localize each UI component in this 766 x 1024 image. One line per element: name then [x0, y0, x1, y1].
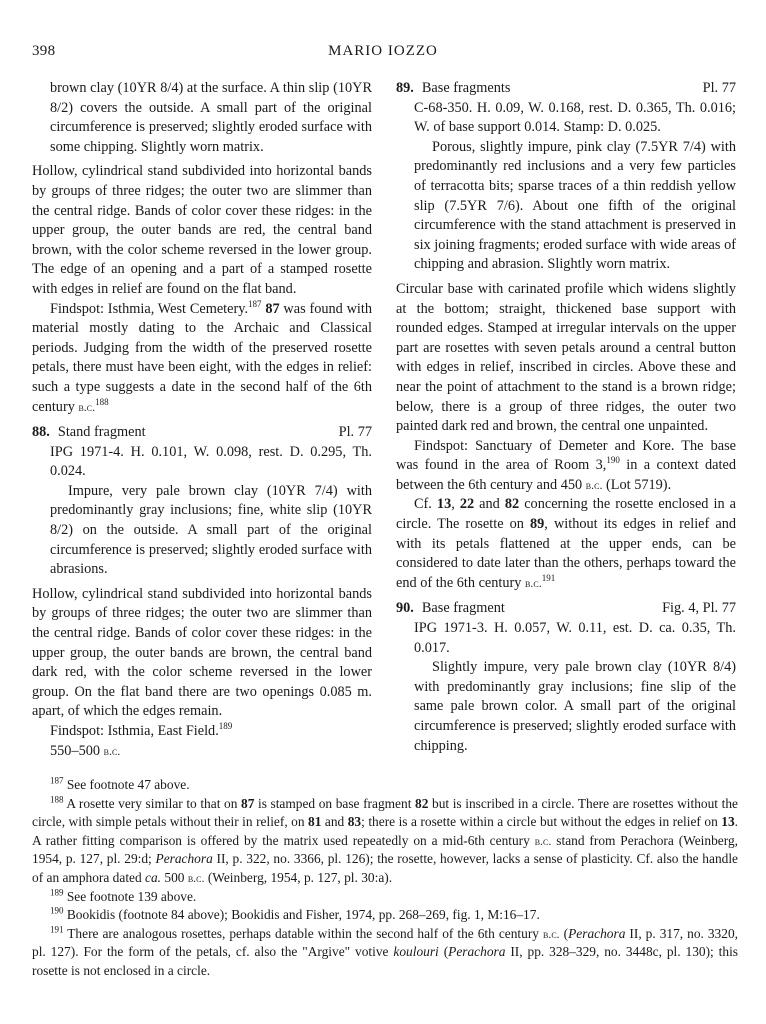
catalogue-entry-heading	[32, 423, 372, 443]
right-column	[396, 79, 736, 756]
body-paragraph: Circular base with carinated profile which widens slightly at the bottom; straight, thickened base support with rounded edges. Stamped at irregular intervals on the upper part are rosettes with seven petals around a central button with edges in relief, inscribed in circles. Above these and near the point of attachment to the stand is a brown ridge; below, there is a group of three ridges, the outer two painted dark red and brown, the central one unpainted.	[396, 280, 736, 435]
body-paragraph: Hollow, cylindrical stand subdivided into horizontal bands by groups of three ridges; the outer two are slimmer than the central ridge. Bands of color cover these ridges: in the upper group, the outer bands are brown, the central band dark red, with the color scheme reversed in the lower group. On the flat band there are two openings 0.085 m. apart, of which the edges remain.	[32, 585, 372, 720]
footnote-text: See footnote 47 above.	[63, 777, 190, 792]
comparison-text: concerning the rosette enclosed in a circle. The rosette on	[396, 496, 736, 533]
findspot-text: Findspot: Sanctuary of Demeter and Kore. The base was found in the area of Room 3,	[396, 437, 736, 474]
footnote-ref[interactable]: 187	[248, 298, 262, 309]
footnote-text: ; there is a rosette within a circle but without the edges in relief on	[361, 814, 722, 830]
catalogue-description: Slightly impure, very pale brown clay (10YR 8/4) with predominantly gray inclusions; fine slip of the same pale brown color. A small part of the original circumference is preserved; slightly eroded surface with chipping.	[414, 659, 736, 754]
comparison-text: and	[474, 496, 505, 513]
entry-number: 88.	[32, 424, 50, 441]
footnote-text: A rosette very similar to that on	[63, 795, 241, 811]
footnote-ref[interactable]: 189	[218, 721, 233, 732]
footnote-text: (	[559, 925, 569, 941]
footnote-text: 500	[161, 869, 188, 885]
left-column	[32, 79, 372, 761]
footnote	[32, 776, 738, 795]
era-abbreviation: b.c.	[187, 870, 205, 885]
comparison-paragraph	[396, 495, 736, 593]
footnote-number: 189	[50, 887, 64, 898]
footnote-text: (	[438, 944, 449, 960]
footnote-text: There are analogous rosettes, perhaps datable within the second half of the 6th century	[63, 925, 543, 941]
date-line	[32, 742, 372, 762]
footnote-text: II, p. 322, no. 3366, pl. 126); the rosette, however, lacks a sense of plasticity. Cf. also the handle of an amphora dated	[32, 851, 738, 885]
findspot-text: in a context dated between the 6th century and 450	[396, 457, 736, 493]
footnote-ref[interactable]: 190	[606, 455, 620, 466]
catalogue-number-ref: 87	[241, 795, 255, 811]
catalogue-entry-heading	[396, 79, 736, 99]
era-abbreviation: b.c.	[103, 743, 121, 758]
footnote-text: stand from Perachora (Weinberg, 1954, p. 127, pl. 29:d;	[32, 832, 738, 867]
catalogue-description: Porous, slightly impure, pink clay (7.5YR 7/4) with predominantly red inclusions and a very few particles of terracotta bits; sparse traces of a thin reddish yellow slip (7.5YR 7/6). About one fifth of the original circumference with the stand attachment is preserved in six joining fragments; eroded surface with wide areas of chipping and abrasion. Slightly worn matrix.	[414, 138, 736, 273]
footnotes	[32, 776, 738, 981]
footnote	[32, 906, 738, 925]
footnote-ref[interactable]: 188	[95, 396, 109, 407]
footnote-number: 191	[50, 924, 64, 935]
catalogue-measurements: IPG 1971-4. H. 0.101, W. 0.098, rest. D. 0.295, Th. 0.024.	[50, 443, 372, 480]
footnote	[32, 795, 738, 888]
era-abbreviation: b.c.	[525, 575, 542, 590]
catalogue-number-ref: 13	[436, 496, 452, 513]
footnote-number: 190	[50, 905, 64, 916]
entry-title: Stand fragment	[57, 424, 146, 441]
findspot-text: (Lot 5719).	[602, 476, 672, 493]
catalogue-number-ref: 22	[459, 496, 475, 513]
footnote-number: 187	[50, 775, 64, 786]
catalogue-number-ref: 82	[504, 496, 520, 513]
catalogue-number-ref: 13	[721, 814, 735, 830]
footnote-text: II, pp. 328–329, no. 3448c, pl. 130); this rosette is not enclosed in a circle.	[32, 944, 738, 978]
findspot-text: Findspot: Isthmia, East Field.	[50, 723, 219, 739]
footnote-number: 188	[50, 794, 64, 805]
findspot-text: was found with material mostly dating to the Archaic and Classical periods. Judging from the width of the preserved rosette petals, there must have been eight, with the edges in relief: such a type suggests a date in the second half of the 6th century	[32, 300, 373, 415]
footnote-text: but is inscribed in a circle. There are rosettes without the circle, with simple petals without their in relief, on	[32, 795, 738, 830]
findspot-text: Findspot: Isthmia, West Cemetery.	[50, 300, 249, 317]
date-text: 550–500	[50, 742, 104, 759]
catalogue-number-ref: 83	[347, 814, 362, 830]
comparison-text: , without its edges in relief and with its petals flattened at the upper ends, can be considered to date later than the others, perhaps toward the end of the 6th century	[396, 516, 736, 591]
entry-number: 90.	[396, 600, 414, 617]
catalogue-number-ref: 81	[308, 814, 322, 830]
entry-title: Base fragment	[421, 600, 505, 617]
footnote-text: . A rather fitting comparison is offered by the matrix used repeatedly on a mid-6th century	[32, 814, 739, 848]
body-paragraph: Hollow, cylindrical stand subdivided into horizontal bands by groups of three ridges; the outer two are slimmer than the central ridge. Bands of color cover these ridges: in the upper group, the outer bands are red, the central band brown, with the color scheme reversed in the lower group. The edge of an opening and a part of a stamped rosette with edges in relief are found on the flat band.	[32, 163, 372, 297]
comparison-text: ,	[451, 496, 460, 513]
entry-number: 89.	[396, 80, 414, 96]
footnote-text: II, p. 317, no. 3320, pl. 127). For the form of the petals, cf. also the "Argive" votive	[32, 925, 738, 960]
page-number: 398	[32, 43, 56, 59]
findspot-paragraph	[396, 437, 736, 496]
era-abbreviation: b.c.	[585, 477, 603, 492]
comparison-text: Cf.	[414, 496, 437, 513]
catalogue-number-ref: 89	[530, 516, 545, 533]
footnote-text: (Weinberg, 1954, p. 127, pl. 30:a).	[204, 869, 393, 885]
plate-reference: Pl. 77	[702, 80, 736, 96]
era-abbreviation: b.c.	[542, 926, 560, 941]
footnote-text: and	[321, 814, 348, 830]
catalogue-description: Impure, very pale brown clay (10YR 7/4) with predominantly gray inclusions; fine, white slip (10YR 8/2) on the outside. A small part of the original circumference is preserved; slightly eroded surface with abrasions.	[50, 482, 372, 578]
footnote-ref[interactable]: 191	[541, 573, 556, 584]
publication-title: Perachora	[448, 944, 506, 960]
foreign-term: koulouri	[393, 944, 439, 960]
catalogue-entry-heading	[396, 599, 736, 619]
publication-title: Perachora	[155, 851, 213, 867]
catalogue-number-ref: 82	[415, 795, 429, 811]
publication-title: Perachora	[568, 925, 626, 941]
footnote-text: Bookidis (footnote 84 above); Bookidis and Fisher, 1974, pp. 268–269, fig. 1, M:16–17.	[63, 907, 540, 923]
footnote	[32, 925, 738, 981]
era-abbreviation: b.c.	[78, 399, 96, 414]
entry-title: Base fragments	[421, 80, 511, 96]
catalogue-measurements: IPG 1971-3. H. 0.057, W. 0.11, est. D. ca. 0.35, Th. 0.017.	[414, 620, 736, 656]
catalogue-description: brown clay (10YR 8/4) at the surface. A thin slip (10YR 8/2) covers the outside. A small part of the original circumference is preserved; slightly eroded surface with some chipping. Slightly worn matrix.	[50, 80, 372, 155]
catalogue-number-ref: 87	[265, 300, 280, 317]
running-head: MARIO IOZZO	[328, 43, 438, 59]
findspot-paragraph	[32, 300, 372, 418]
latin-abbreviation: ca.	[145, 869, 162, 885]
plate-reference: Pl. 77	[338, 424, 372, 441]
findspot-paragraph	[32, 722, 372, 742]
footnote-text: See footnote 139 above.	[63, 888, 197, 904]
catalogue-measurements: C-68-350. H. 0.09, W. 0.168, rest. D. 0.365, Th. 0.016; W. of base support 0.014. Stamp: D. 0.025.	[414, 99, 736, 136]
plate-reference: Fig. 4, Pl. 77	[662, 600, 736, 617]
footnote	[32, 888, 738, 907]
era-abbreviation: b.c.	[534, 833, 552, 848]
footnote-text: is stamped on base fragment	[254, 795, 416, 811]
